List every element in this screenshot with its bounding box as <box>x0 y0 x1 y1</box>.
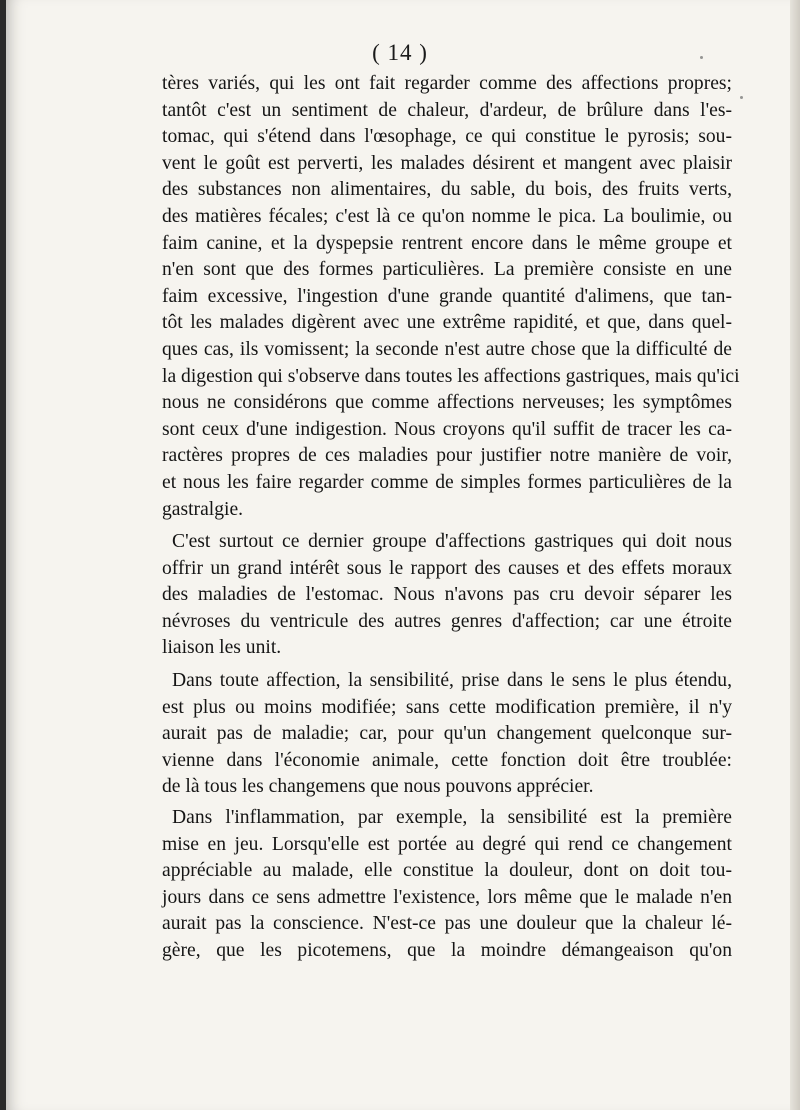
text-line: de là tous les changemens que nous pouvons apprécier. <box>162 776 594 798</box>
text-line: nous ne considérons que comme affections nerveuses; les symptômes <box>162 392 732 414</box>
text-line: vienne dans l'économie animale, cette fonction doit être troublée: <box>162 749 732 771</box>
paragraph-2 <box>162 529 732 662</box>
paper-speck <box>740 96 743 99</box>
text-line: n'en sont que des formes particulières. La première consiste en une <box>162 259 732 281</box>
text-line: faim excessive, l'ingestion d'une grande quantité d'alimens, que tan- <box>162 285 732 307</box>
text-line: aurait pas la conscience. N'est-ce pas une douleur que la chaleur lé- <box>162 913 732 935</box>
text-line: vent le goût est perverti, les malades désirent et mangent avec plaisir <box>162 152 732 174</box>
text-line: Dans toute affection, la sensibilité, prise dans le sens le plus étendu, <box>172 670 732 692</box>
text-line: tomac, qui s'étend dans l'œsophage, ce qui constitue le pyrosis; sou- <box>162 126 732 148</box>
text-line: sont ceux d'une indigestion. Nous croyons qu'il suffit de tracer les ca- <box>162 418 732 440</box>
paper-speck <box>700 56 703 59</box>
text-line: mise en jeu. Lorsqu'elle est portée au degré qui rend ce changement <box>162 833 732 855</box>
text-line: offrir un grand intérêt sous le rapport des causes et des effets moraux <box>162 557 732 579</box>
text-line: Dans l'inflammation, par exemple, la sensibilité est la première <box>172 807 732 829</box>
text-line: C'est surtout ce dernier groupe d'affections gastriques qui doit nous <box>172 531 732 553</box>
text-line: des substances non alimentaires, du sable, du bois, des fruits verts, <box>162 179 732 201</box>
text-line: liaison les unit. <box>162 637 282 659</box>
text-line: gère, que les picotemens, que la moindre démangeaison qu'on <box>162 940 732 961</box>
page-edge <box>790 0 800 1110</box>
text-line: névroses du ventricule des autres genres d'affection; car une étroite <box>162 610 732 632</box>
text-line: est plus ou moins modifiée; sans cette modification première, il n'y <box>162 696 732 718</box>
paragraph-4 <box>162 805 732 965</box>
text-line: des matières fécales; c'est là ce qu'on nomme le pica. La boulimie, ou <box>162 205 732 227</box>
text-line: la digestion qui s'observe dans toutes les affections gastriques, mais qu'ici <box>162 365 740 387</box>
text-line: des maladies de l'estomac. Nous n'avons pas cru devoir séparer les <box>162 584 732 606</box>
text-line: jours dans ce sens admettre l'existence, lors même que le malade n'en <box>162 886 732 908</box>
text-line: appréciable au malade, elle constitue la douleur, dont on doit tou- <box>162 860 732 882</box>
text-line: et nous les faire regarder comme de simples formes particulières de la <box>162 471 732 493</box>
text-line: faim canine, et la dyspepsie rentrent encore dans le même groupe et <box>162 232 732 254</box>
text-line: aurait pas de maladie; car, pour qu'un changement quelconque sur- <box>162 723 732 745</box>
paragraph-1 <box>162 71 740 523</box>
text-line: tantôt c'est un sentiment de chaleur, d'ardeur, de brûlure dans l'es- <box>162 99 732 121</box>
text-line: tôt les malades digèrent avec une extrême rapidité, et que, dans quel- <box>162 312 732 334</box>
paragraph-3 <box>162 668 732 801</box>
body-text <box>162 71 740 965</box>
text-line: ractères propres de ces maladies pour justifier notre manière de voir, <box>162 445 732 467</box>
text-line: ques cas, ils vomissent; la seconde n'est autre chose que la difficulté de <box>162 338 732 360</box>
text-line: gastralgie. <box>162 498 244 520</box>
page-number: ( 14 ) <box>372 40 428 65</box>
text-line: tères variés, qui les ont fait regarder comme des affections propres; <box>162 73 732 94</box>
